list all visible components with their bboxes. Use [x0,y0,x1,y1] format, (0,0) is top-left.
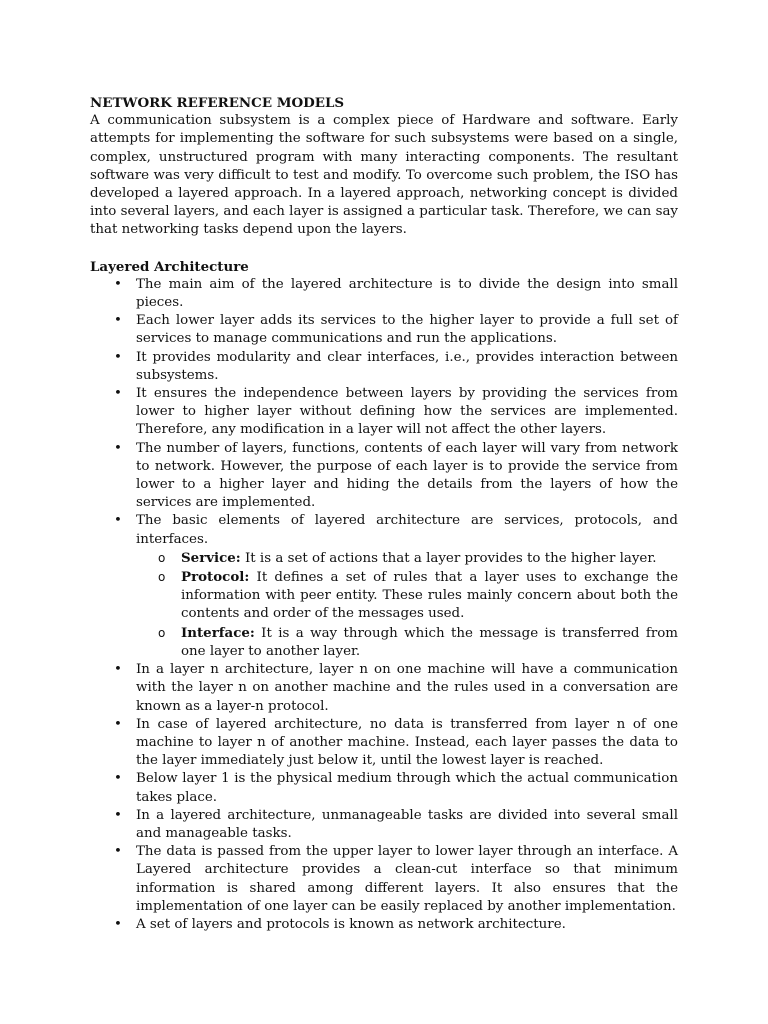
sub-list-item [181,624,678,661]
section-heading: Layered Architecture [90,258,249,275]
term-label: Service: [181,549,241,566]
term-label: Interface: [181,624,255,641]
list-item: • It ensures the independence between layers by providing the services from lower to higher layer without defining how the services are implemented. Therefore, any modification in a layer will not affect the other layers. [136,385,678,440]
term-description: It is a set of actions that a layer provides to the higher layer. [240,550,657,566]
list-item: • It provides modularity and clear interfaces, i.e., provides interaction between subsystems. [136,349,678,385]
bullet-list [90,276,678,934]
term-label: Protocol: [181,569,250,586]
list-item: • In a layer n architecture, layer n on one machine will have a communication with the layer n on another machine and the rules used in a conversation are known as a layer-n protocol. [136,661,678,716]
sub-list-item [181,568,678,624]
list-item-text: The basic elements of layered architecture are services, protocols, and interfaces. [136,513,678,547]
list-item-elements [136,512,678,661]
list-item: • Below layer 1 is the physical medium through which the actual communication takes place. [136,770,678,806]
document-title: NETWORK REFERENCE MODELS [90,95,345,111]
intro-paragraph: A communication subsystem is a complex piece of Hardware and software. Early attempts for implementing the software for such subsystems were based on a single, complex, unstructured program with many interacting components. The resultant software was very difficult to test and modify. To overcome such problem, the ISO has developed a layered approach. In a layered approach, networking concept is divided into several layers, and each layer is assigned a particular task. Therefore, we can say that networking tasks depend upon the layers. [90,113,678,238]
list-item: • A set of layers and protocols is known as network architecture. [136,916,678,934]
term-description: It defines a set of rules that a layer uses to exchange the information with peer entity. These rules mainly concern about both the contents and order of the messages used. [181,570,678,622]
sub-bullet-list [136,549,678,661]
list-item: • The data is passed from the upper layer to lower layer through an interface. A Layered architecture provides a clean-cut interface so that minimum information is shared among different layers. It also ensures that the implementation of one layer can be easily replaced by another implementation. [136,843,678,916]
sub-list-item [181,549,678,568]
list-item: • Each lower layer adds its services to the higher layer to provide a full set of services to manage communications and run the applications. [136,312,678,348]
list-item: • In case of layered architecture, no data is transferred from layer n of one machine to layer n of another machine. Instead, each layer passes the data to the layer immediately just below it, until the lowest layer is reached. [136,716,678,771]
list-item: • The main aim of the layered architecture is to divide the design into small pieces. [136,276,678,312]
list-item: • In a layered architecture, unmanageable tasks are divided into several small and manageable tasks. [136,807,678,843]
list-item: • The number of layers, functions, contents of each layer will vary from network to network. However, the purpose of each layer is to provide the service from lower to a higher layer and hiding the details from the layers of how the services are implemented. [136,440,678,513]
term-description: It is a way through which the message is transferred from one layer to another layer. [181,625,678,659]
